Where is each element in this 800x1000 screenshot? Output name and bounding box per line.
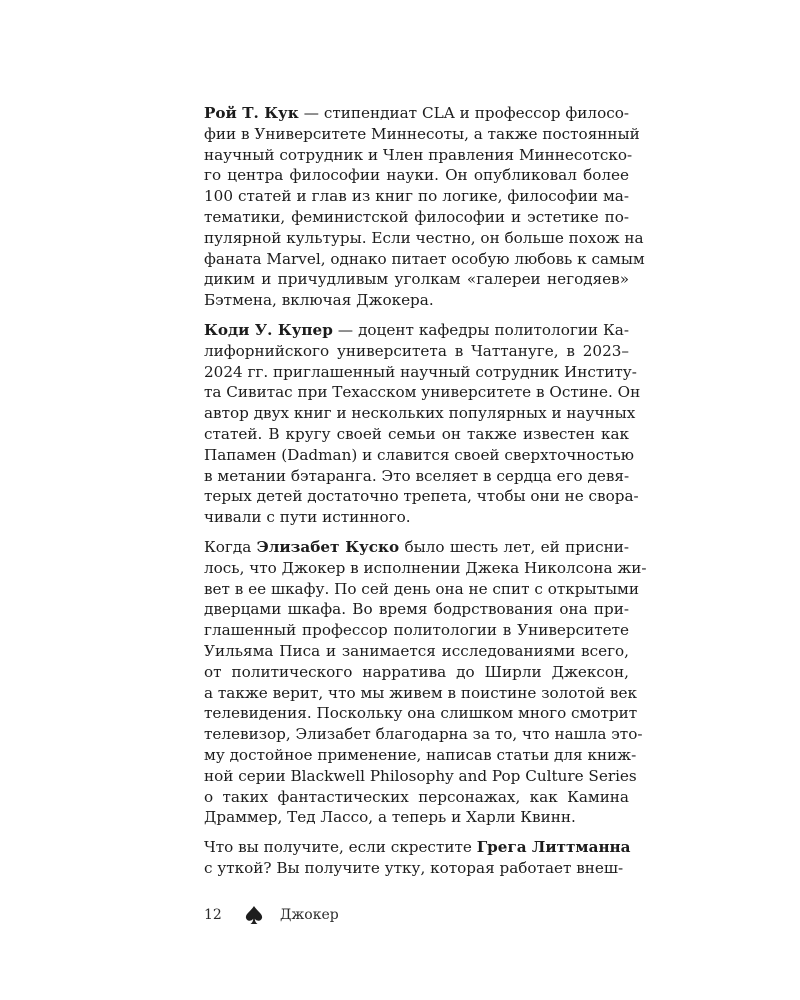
text-line [204,703,638,724]
text-run: тематики, феминистской философии и эстетике по- [204,207,629,226]
text-line [204,724,643,745]
text-line [204,466,629,487]
text-run: от политического нарратива до Ширли Джексон, [204,662,629,681]
text-line [204,599,629,620]
paragraph-elizabeth-cusco [204,537,647,828]
paragraph-greg-littmann [204,837,629,879]
text-line [204,424,629,445]
text-run: с уткой? Вы получите утку, которая работает внеш- [204,858,624,877]
paragraph-cody-cooper [204,320,641,528]
text-line [204,807,629,828]
text-line [204,103,629,124]
text-line [204,620,629,641]
paragraph-roy-cook [204,103,645,311]
text-line [204,249,645,270]
text-run: Папамен (Dadman) и славится своей сверхточностью [204,445,634,464]
page-footer [204,904,339,926]
text-line [204,341,629,362]
text-run: фаната Marvel, однако питает особую любовь к самым [204,249,645,268]
text-line [204,362,637,383]
text-run: 2024 гг. приглашенный научный сотрудник Институ- [204,362,637,381]
author-name: Коди У. Купер [204,320,333,339]
text-run: — стипендиат CLA и профессор филосо- [298,104,630,122]
text-run: 100 статей и глав из книг по логике, философии ма- [204,187,629,206]
text-line [204,145,633,166]
author-name: Элизабет Куско [256,537,400,556]
text-line [204,558,647,579]
text-run: телевизор, Элизабет благодарна за то, что нашла это- [204,725,643,744]
text-line [204,579,639,600]
text-run: Когда [204,537,257,556]
text-line [204,228,644,249]
text-run: а также верит, что мы живем в поистине золотой век [204,683,637,702]
text-run: диким и причудливым уголкам «галереи негодяев» [204,270,629,289]
text-run: телевидения. Поскольку она слишком много смотрит [204,704,638,723]
text-run: го центра философии науки. Он опубликовал более [204,166,629,185]
author-name: Рой Т. Кук [204,104,299,122]
text-line [204,207,629,228]
text-run: му достойное применение, написав статьи для книж- [204,745,637,764]
text-line [204,641,629,662]
body-text [204,103,647,888]
text-run: — доцент кафедры политологии Ка- [332,320,629,339]
text-run: фии в Университете Миннесоты, а также постоянный [204,124,640,143]
text-line [204,683,637,704]
text-run: статей. В кругу своей семьи он также известен как [204,424,629,443]
text-run: та Сивитас при Техасском университете в Остине. Он [204,383,641,402]
text-line [204,766,637,787]
text-run: глашенный профессор политологии в Университете [204,621,629,640]
text-line [204,787,629,808]
text-run: вет в ее шкафу. По сей день она не спит с открытыми [204,579,639,598]
text-run: лифорнийского университета в Чаттануге, в 2023– [204,341,629,360]
text-line [204,382,641,403]
text-line [204,662,629,683]
text-run: пулярной культуры. Если честно, он больше похож на [204,228,644,247]
text-run: научный сотрудник и Член правления Миннесотско- [204,145,633,164]
text-line [204,486,639,507]
text-run: дверцами шкафа. Во время бодрствования она при- [204,600,629,619]
text-run: ной серии Blackwell Philosophy and Pop Culture Series [204,766,637,785]
running-title: Джокер [280,907,339,923]
author-name: Грега Литтманна [476,838,631,857]
text-run: Уильяма Писа и занимается исследованиями всего, [204,641,629,660]
text-run: Бэтмена, включая Джокера. [204,291,434,310]
text-line [204,507,629,528]
text-run: автор двух книг и нескольких популярных и научных [204,404,636,423]
text-run: Драммер, Тед Лассо, а теперь и Харли Квинн. [204,808,576,827]
text-line [204,320,629,341]
page-number: 12 [204,907,222,923]
text-line [204,858,629,879]
text-line [204,290,629,311]
text-line [204,124,640,145]
text-run: в метании бэтаранга. Это вселяет в сердца его девя- [204,466,630,485]
text-line [204,837,629,858]
text-run: терых детей достаточно трепета, чтобы они не свора- [204,487,639,506]
text-line [204,403,636,424]
text-run: Что вы получите, если скрестите [204,838,477,857]
text-run: о таких фантастических персонажах, как Камина [204,787,629,806]
text-line [204,445,634,466]
spade-icon [244,905,264,925]
text-line [204,537,629,558]
text-line [204,165,629,186]
text-run: было шесть лет, ей присни- [399,537,629,556]
text-run: лось, что Джокер в исполнении Джека Николсона жи- [204,558,647,577]
text-line [204,745,637,766]
text-line [204,269,629,290]
text-line [204,186,629,207]
text-run: чивали с пути истинного. [204,508,411,527]
